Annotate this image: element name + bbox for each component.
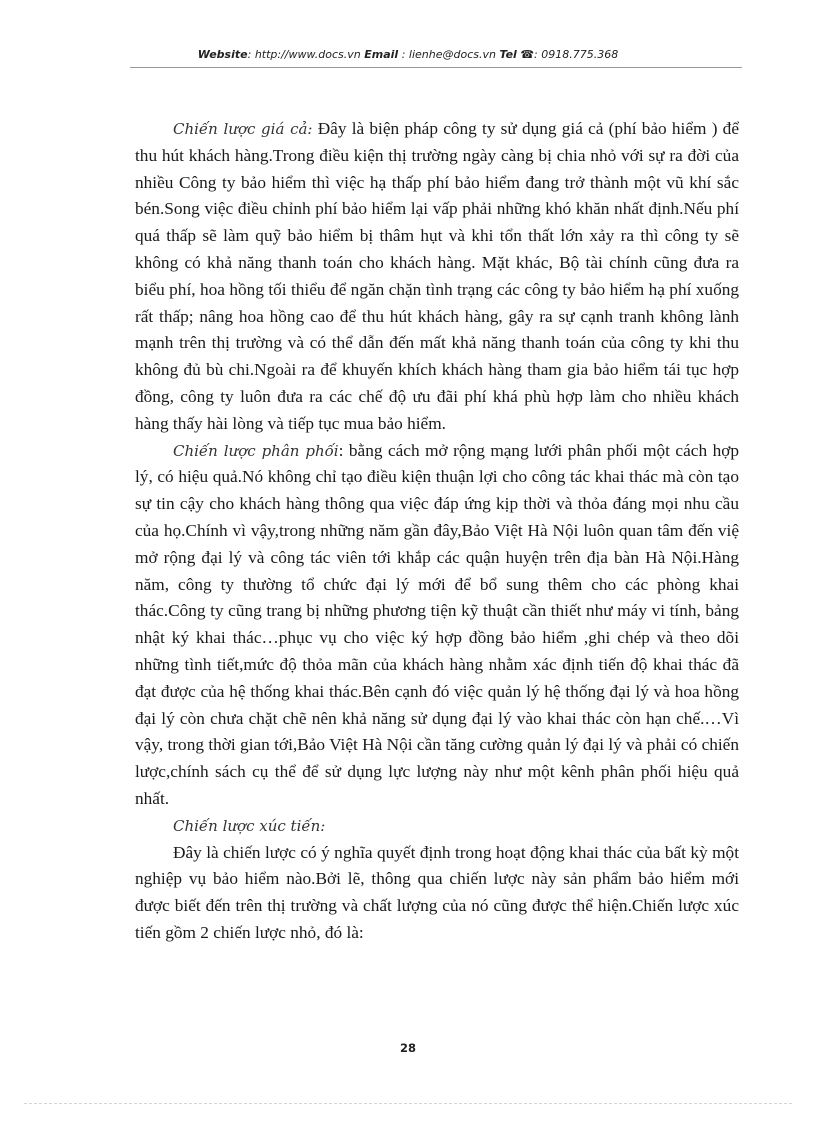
page-number: 28 [399, 1041, 416, 1055]
website-label: Website [197, 48, 248, 61]
tel-label: Tel [499, 48, 517, 61]
promotion-strategy-heading: Chiến lược xúc tiến: [173, 816, 326, 835]
price-strategy-heading: Chiến lược giá cả: [173, 120, 313, 138]
paragraph-price-strategy [135, 116, 739, 438]
phone-icon: ☎ [520, 48, 535, 61]
page-bottom-divider [24, 1103, 792, 1104]
distribution-strategy-text: : bằng cách mở rộng mạng lưới phân phối một cách hợp lý, có hiệu quả.Nó không chỉ tạo điều kiện thuận lợi cho công tác khai thác mà còn tạo sự tin cậy cho khách hàng thông qua việc đáp ứng kịp thời và thỏa đáng mọi nhu cầu của họ.Chính vì vậy,trong những năm gần đây,Bảo Việt Hà Nội luôn quan tâm đến việ mở rộng đại lý và công tác viên tới khắp các quận huyện trên địa bàn Hà Nội.Hàng năm, công ty thường tổ chức đại lý mới để bổ sung thêm cho các phòng khai thác.Công ty cũng trang bị những phương tiện kỹ thuật cần thiết như máy vi tính, bảng nhật ký khai thác…phục vụ cho việc ký hợp đồng bảo hiểm ,ghi chép và theo dõi những tình tiết,mức độ thỏa mãn của khách hàng nhằm xác định tiến độ khai thác đã đạt được của hệ thống khai thác.Bên cạnh đó việc quản lý hệ thống đại lý và hoa hồng đại lý còn chưa chặt chẽ nên khả năng sử dụng đại lý vào khai thác còn hạn chế.…Vì vậy, trong thời gian tới,Bảo Việt Hà Nội cần tăng cường quản lý đại lý và phải có chiến lược,chính sách cụ thể để sử dụng lực lượng này như một kênh phân phối hiệu quả nhất. [135, 440, 739, 808]
price-strategy-text: Đây là biện pháp công ty sử dụng giá cả (phí bảo hiểm ) để thu hút khách hàng.Trong điều kiện thị trường ngày càng bị chia nhỏ với sự ra đời của nhiều Công ty bảo hiểm thì việc hạ thấp phí bảo hiểm đang trở thành một vũ khí sắc bén.Song việc điều chỉnh phí bảo hiểm lại vấp phải những khó khăn nhất định.Nếu phí quá thấp sẽ làm quỹ bảo hiểm bị thâm hụt và khi tổn thất lớn xảy ra thì công ty sẽ không có khả năng thanh toán cho khách hàng. Mặt khác, Bộ tài chính cũng đưa ra biểu phí, hoa hồng tối thiểu để ngăn chặn tình trạng các công ty bảo hiểm hạ phí xuống rất thấp; nâng hoa hồng cao để thu hút khách hàng, gây ra sự cạnh tranh không lành mạnh trên thị trường và có thể dẫn đến mất khả năng thanh toán của công ty khi thu không đủ bù chi.Ngoài ra để khuyến khích khách hàng tham gia bảo hiểm tái tục hợp đồng, công ty luôn đưa ra các chế độ ưu đãi phí khá phù hợp làm cho nhiều khách hàng thấy hài lòng và tiếp tục mua bảo hiểm. [135, 119, 739, 433]
email-address[interactable]: lienhe@docs.vn [408, 48, 496, 61]
email-label: Email [364, 48, 399, 61]
website-separator: : [247, 48, 255, 61]
document-body [135, 116, 739, 947]
phone-number: : 0918.775.368 [534, 48, 619, 61]
distribution-strategy-heading: Chiến lược phân phối [173, 441, 339, 460]
header-divider [130, 67, 742, 68]
paragraph-promotion-strategy: Đây là chiến lược có ý nghĩa quyết định trong hoạt động khai thác của bất kỳ một nghiệp vụ bảo hiểm nào.Bởi lẽ, thông qua chiến lược này sản phẩm bảo hiểm mới được biết đến trên thị trường và chất lượng của nó cũng được thể hiện.Chiến lược xúc tiến gồm 2 chiến lược nhỏ, đó là: [135, 842, 739, 942]
page-header [0, 47, 816, 63]
paragraph-distribution-strategy [135, 438, 739, 813]
website-url[interactable]: http://www.docs.vn [254, 48, 361, 61]
email-separator: : [398, 48, 409, 61]
promotion-strategy-heading-line [135, 813, 739, 840]
